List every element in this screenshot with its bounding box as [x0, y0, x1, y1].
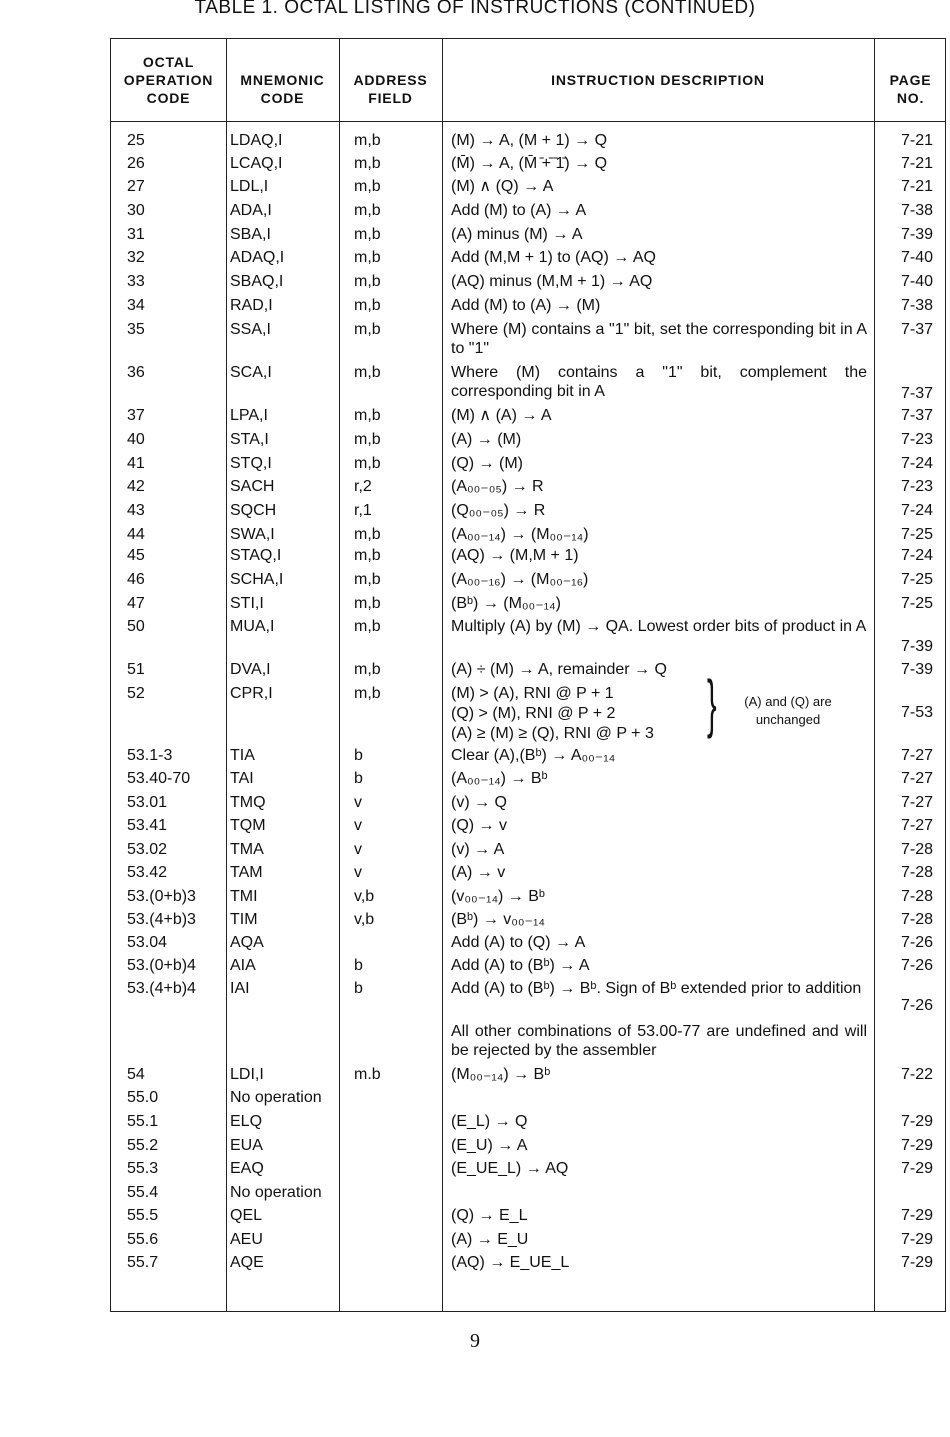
mnemonic-cell: No operation: [230, 1184, 322, 1201]
description-cell: Add (M) to (A) → A: [451, 202, 587, 219]
page-number-cell: 7-28: [900, 911, 933, 928]
address-cell: m,b: [354, 297, 381, 314]
address-cell: b: [354, 770, 363, 787]
description-cell: Where (M) contains a "1" bit, complement the corresponding bit in A: [451, 364, 867, 400]
page-number-cell: 7-37: [900, 407, 933, 424]
mnemonic-cell: SSA,I: [230, 321, 271, 338]
octal-code-cell: 35: [127, 321, 145, 338]
description-cell: (A₀₀₋₀₅) → R: [451, 478, 544, 495]
description-cell: (Bᵇ) → (M₀₀₋₁₄): [451, 595, 561, 612]
mnemonic-cell: DVA,I: [230, 661, 271, 678]
mnemonic-cell: SBA,I: [230, 226, 271, 243]
address-cell: r,2: [354, 478, 372, 495]
description-cell: (M₀₀₋₁₄) → Bᵇ: [451, 1066, 551, 1083]
mnemonic-cell: ADAQ,I: [230, 249, 285, 266]
mnemonic-cell: LDI,I: [230, 1066, 264, 1083]
mnemonic-cell: SQCH: [230, 502, 277, 519]
page-number-cell: 7-37: [900, 321, 933, 338]
page-number-cell: 7-26: [900, 997, 933, 1014]
page-number-cell: 7-27: [900, 817, 933, 834]
octal-code-cell: 36: [127, 364, 145, 381]
description-cell: (Q) → v: [451, 817, 507, 834]
mnemonic-cell: STQ,I: [230, 455, 272, 472]
instruction-table: [110, 38, 946, 1312]
octal-code-cell: 37: [127, 407, 145, 424]
page-number: 9: [470, 1330, 480, 1352]
octal-code-cell: 55.7: [127, 1254, 159, 1271]
octal-code-cell: 53.41: [127, 817, 168, 834]
mnemonic-cell: RAD,I: [230, 297, 273, 314]
octal-code-cell: 26: [127, 155, 145, 172]
mnemonic-cell: TIM: [230, 911, 258, 928]
description-cell: (M) → A, (M + 1) → Q: [451, 132, 608, 149]
mnemonic-cell: CPR,I: [230, 685, 273, 702]
address-cell: v: [354, 864, 362, 881]
page-number-cell: 7-21: [900, 178, 933, 195]
octal-code-cell: 50: [127, 618, 145, 635]
page-number-cell: 7-29: [900, 1207, 933, 1224]
cpr-brace-icon: }: [707, 667, 717, 739]
header-page-no: PAGE NO.: [889, 72, 932, 106]
octal-code-cell: 55.1: [127, 1113, 159, 1130]
page-number-cell: 7-37: [900, 385, 933, 402]
mnemonic-cell: No operation: [230, 1089, 322, 1106]
page-number-cell: 7-28: [900, 841, 933, 858]
description-cell: (M) ∧ (Q) → A: [451, 178, 554, 195]
mnemonic-cell: SBAQ,I: [230, 273, 284, 290]
header-address-field: ADDRESS FIELD: [353, 72, 428, 106]
mnemonic-cell: STA,I: [230, 431, 269, 448]
description-cell: (E_UE_L) → AQ: [451, 1160, 569, 1177]
octal-code-cell: 44: [127, 526, 145, 543]
mnemonic-cell: EAQ: [230, 1160, 264, 1177]
octal-code-cell: 42: [127, 478, 145, 495]
page-number-cell: 7-21: [900, 155, 933, 172]
octal-code-cell: 53.42: [127, 864, 168, 881]
octal-code-cell: 55.5: [127, 1207, 159, 1224]
page-number-cell: 7-23: [900, 478, 933, 495]
page-number-cell: 7-29: [900, 1231, 933, 1248]
octal-code-cell: 53.01: [127, 794, 168, 811]
page-number-cell: 7-25: [900, 595, 933, 612]
octal-code-cell: 55.4: [127, 1184, 159, 1201]
description-cell: (A₀₀₋₁₄) → (M₀₀₋₁₄): [451, 526, 589, 543]
header-divider: [111, 121, 945, 122]
page-number-cell: 7-40: [900, 249, 933, 266]
address-cell: m,b: [354, 618, 381, 635]
description-cell: (v) → A: [451, 841, 505, 858]
mnemonic-cell: TMI: [230, 888, 258, 905]
address-cell: v: [354, 841, 362, 858]
description-cell: (Q) → E_L: [451, 1207, 528, 1224]
mnemonic-cell: LDL,I: [230, 178, 269, 195]
mnemonic-cell: TIA: [230, 747, 255, 764]
page-number-cell: 7-23: [900, 431, 933, 448]
description-cell: (A₀₀₋₁₄) → Bᵇ: [451, 770, 548, 787]
description-cell: (E_L) → Q: [451, 1113, 528, 1130]
page-number-cell: 7-53: [900, 704, 933, 721]
address-cell: m,b: [354, 202, 381, 219]
address-cell: m,b: [354, 273, 381, 290]
octal-code-cell: 52: [127, 685, 145, 702]
address-cell: m,b: [354, 364, 381, 381]
description-cell: (M̄) → A, (M̄ ̄+̄ ̄1̄) → Q: [451, 155, 608, 172]
description-cell: (M) > (A), RNI @ P + 1 (Q) > (M), RNI @ P + 2 (A) ≥ (M) ≥ (Q), RNI @ P + 3: [451, 685, 654, 742]
description-cell: (AQ) → E_UE_L: [451, 1254, 570, 1271]
page-number-cell: 7-38: [900, 202, 933, 219]
octal-code-cell: 53.(0+b)4: [127, 957, 196, 974]
octal-code-cell: 46: [127, 571, 145, 588]
page-number-cell: 7-25: [900, 526, 933, 543]
address-cell: m,b: [354, 661, 381, 678]
page-number-cell: 7-25: [900, 571, 933, 588]
address-cell: m,b: [354, 571, 381, 588]
page-number-cell: 7-29: [900, 1254, 933, 1271]
address-cell: m,b: [354, 226, 381, 243]
address-cell: b: [354, 957, 363, 974]
octal-code-cell: 31: [127, 226, 145, 243]
description-cell: (A) → E_U: [451, 1231, 529, 1248]
page-number-cell: 7-26: [900, 934, 933, 951]
octal-code-cell: 41: [127, 455, 145, 472]
column-divider: [339, 39, 340, 1311]
description-cell: (AQ) → (M,M + 1): [451, 547, 579, 564]
page-number-cell: 7-22: [900, 1066, 933, 1083]
header-octal-code: OCTAL OPERATION CODE: [123, 54, 214, 106]
mnemonic-cell: TAM: [230, 864, 263, 881]
address-cell: b: [354, 747, 363, 764]
address-cell: m,b: [354, 132, 381, 149]
page-number-cell: 7-28: [900, 888, 933, 905]
octal-code-cell: 53.1-3: [127, 747, 173, 764]
page-number-cell: 7-28: [900, 864, 933, 881]
address-cell: m,b: [354, 155, 381, 172]
header-instruction-description: INSTRUCTION DESCRIPTION: [551, 72, 765, 88]
mnemonic-cell: SWA,I: [230, 526, 275, 543]
mnemonic-cell: STI,I: [230, 595, 264, 612]
octal-code-cell: 45: [127, 547, 145, 564]
description-cell: (A) → (M): [451, 431, 522, 448]
description-cell: (Q) → (M): [451, 455, 523, 472]
mnemonic-cell: SCHA,I: [230, 571, 284, 588]
mnemonic-cell: TAI: [230, 770, 254, 787]
table-title: TABLE 1. OCTAL LISTING OF INSTRUCTIONS (CONTINUED): [194, 0, 756, 18]
octal-code-cell: 55.6: [127, 1231, 159, 1248]
octal-code-cell: 53.04: [127, 934, 168, 951]
page-number-cell: 7-39: [900, 226, 933, 243]
mnemonic-cell: ADA,I: [230, 202, 272, 219]
octal-code-cell: 54: [127, 1066, 145, 1083]
mnemonic-cell: MUA,I: [230, 618, 275, 635]
header-mnemonic-code: MNEMONIC CODE: [240, 72, 325, 106]
octal-code-cell: 27: [127, 178, 145, 195]
octal-code-cell: 53.(4+b)4: [127, 980, 196, 997]
address-cell: v: [354, 794, 362, 811]
description-cell: Clear (A),(Bᵇ) → A₀₀₋₁₄: [451, 747, 616, 764]
mnemonic-cell: TMQ: [230, 794, 266, 811]
description-cell: (Q₀₀₋₀₅) → R: [451, 502, 546, 519]
address-cell: v,b: [354, 911, 375, 928]
mnemonic-cell: AQE: [230, 1254, 264, 1271]
octal-code-cell: 30: [127, 202, 145, 219]
mnemonic-cell: ELQ: [230, 1113, 263, 1130]
page-number-cell: 7-29: [900, 1137, 933, 1154]
address-cell: m,b: [354, 685, 381, 702]
octal-code-cell: 53.(0+b)3: [127, 888, 196, 905]
page-number-cell: 7-21: [900, 132, 933, 149]
mnemonic-cell: IAI: [230, 980, 250, 997]
page-number-cell: 7-39: [900, 638, 933, 655]
octal-code-cell: 33: [127, 273, 145, 290]
column-divider: [226, 39, 227, 1311]
description-cell: Add (M) to (A) → (M): [451, 297, 601, 314]
description-cell: All other combinations of 53.00-77 are undefined and will be rejected by the assembler: [451, 1023, 867, 1059]
description-cell: (v) → Q: [451, 794, 507, 811]
address-cell: m,b: [354, 321, 381, 338]
mnemonic-cell: SACH: [230, 478, 275, 495]
octal-code-cell: 47: [127, 595, 145, 612]
octal-code-cell: 53.02: [127, 841, 168, 858]
address-cell: m,b: [354, 431, 381, 448]
address-cell: m,b: [354, 178, 381, 195]
page-number-cell: 7-24: [900, 547, 933, 564]
column-divider: [442, 39, 443, 1311]
description-cell: Add (A) to (Bᵇ) → A: [451, 957, 590, 974]
mnemonic-cell: LDAQ,I: [230, 132, 283, 149]
mnemonic-cell: STAQ,I: [230, 547, 282, 564]
page-number-cell: 7-29: [900, 1160, 933, 1177]
mnemonic-cell: TQM: [230, 817, 266, 834]
page-number-cell: 7-29: [900, 1113, 933, 1130]
description-cell: (v₀₀₋₁₄) → Bᵇ: [451, 888, 545, 905]
address-cell: r,1: [354, 502, 372, 519]
octal-code-cell: 32: [127, 249, 145, 266]
page-number-cell: 7-27: [900, 747, 933, 764]
page-number-cell: 7-24: [900, 502, 933, 519]
page-number-cell: 7-38: [900, 297, 933, 314]
description-cell: (A) ÷ (M) → A, remainder → Q: [451, 661, 667, 678]
description-cell: Add (M,M + 1) to (AQ) → AQ: [451, 249, 656, 266]
page-number-cell: 7-27: [900, 770, 933, 787]
page-number-cell: 7-40: [900, 273, 933, 290]
address-cell: m,b: [354, 455, 381, 472]
description-cell: (A₀₀₋₁₆) → (M₀₀₋₁₆): [451, 571, 589, 588]
octal-code-cell: 51: [127, 661, 145, 678]
mnemonic-cell: QEL: [230, 1207, 263, 1224]
mnemonic-cell: EUA: [230, 1137, 263, 1154]
address-cell: m,b: [354, 526, 381, 543]
address-cell: b: [354, 980, 363, 997]
octal-code-cell: 25: [127, 132, 145, 149]
page-number-cell: 7-24: [900, 455, 933, 472]
description-cell: Add (A) to (Q) → A: [451, 934, 586, 951]
address-cell: m,b: [354, 595, 381, 612]
description-cell: (Bᵇ) → v₀₀₋₁₄: [451, 911, 545, 928]
mnemonic-cell: LCAQ,I: [230, 155, 283, 172]
address-cell: v,b: [354, 888, 375, 905]
description-cell: (E_U) → A: [451, 1137, 528, 1154]
description-cell: (A) minus (M) → A: [451, 226, 583, 243]
description-cell: Add (A) to (Bᵇ) → Bᵇ. Sign of Bᵇ extended prior to addition: [451, 980, 862, 997]
address-cell: v: [354, 817, 362, 834]
mnemonic-cell: AQA: [230, 934, 264, 951]
description-cell: (M) ∧ (A) → A: [451, 407, 552, 424]
mnemonic-cell: SCA,I: [230, 364, 272, 381]
description-cell: Where (M) contains a "1" bit, set the corresponding bit in A to "1": [451, 321, 867, 357]
description-cell: (AQ) minus (M,M + 1) → AQ: [451, 273, 653, 290]
page-number-cell: 7-26: [900, 957, 933, 974]
address-cell: m,b: [354, 249, 381, 266]
address-cell: m,b: [354, 547, 381, 564]
description-cell: (A) → v: [451, 864, 506, 881]
address-cell: m.b: [354, 1066, 381, 1083]
description-cell: Multiply (A) by (M) → QA. Lowest order bits of product in A: [451, 618, 867, 635]
cpr-note: (A) and (Q) are unchanged: [744, 694, 832, 727]
octal-code-cell: 53.40-70: [127, 770, 191, 787]
octal-code-cell: 40: [127, 431, 145, 448]
mnemonic-cell: AEU: [230, 1231, 263, 1248]
page-number-cell: 7-27: [900, 794, 933, 811]
page-number-cell: 7-39: [900, 661, 933, 678]
mnemonic-cell: AIA: [230, 957, 256, 974]
octal-code-cell: 55.2: [127, 1137, 159, 1154]
mnemonic-cell: TMA: [230, 841, 264, 858]
octal-code-cell: 34: [127, 297, 145, 314]
mnemonic-cell: LPA,I: [230, 407, 268, 424]
octal-code-cell: 43: [127, 502, 145, 519]
octal-code-cell: 53.(4+b)3: [127, 911, 196, 928]
address-cell: m,b: [354, 407, 381, 424]
octal-code-cell: 55.0: [127, 1089, 159, 1106]
octal-code-cell: 55.3: [127, 1160, 159, 1177]
